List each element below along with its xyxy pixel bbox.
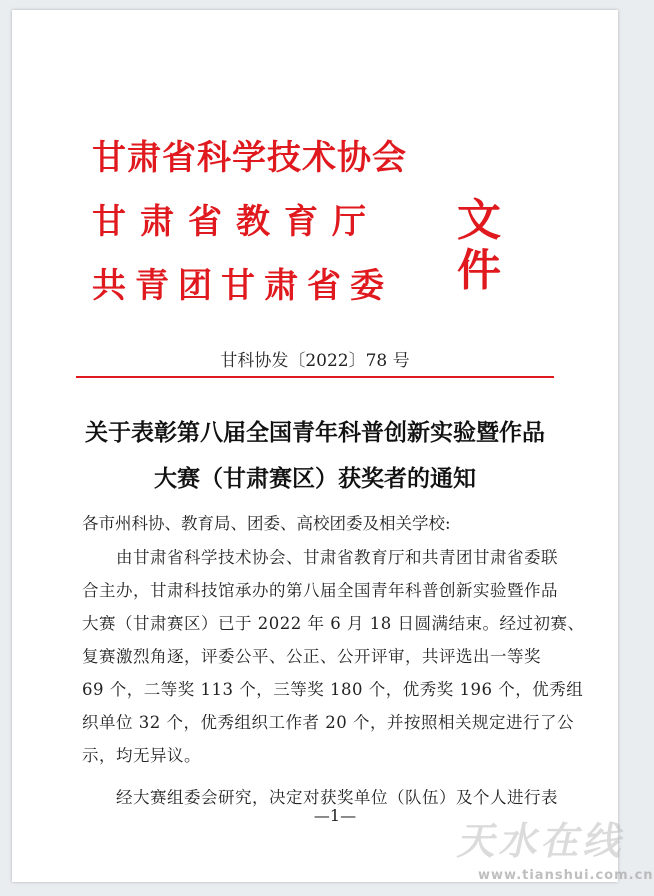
issuer-cast: 甘肃省科学技术协会 — [92, 138, 407, 178]
red-divider — [76, 376, 554, 378]
paragraph-line: 复赛激烈角逐，评委公平、公正、公开评审，共评选出一等奖 — [82, 647, 541, 666]
paragraph-line: 合主办，甘肃科技馆承办的第八届全国青年科普创新实验暨作品 — [82, 581, 558, 600]
paragraph-line: 示，均无异议。 — [82, 746, 201, 765]
paragraph-line: 由甘肃省科学技术协会、甘肃省教育厅和共青团甘肃省委联 — [116, 548, 558, 567]
notice-title-line-2: 大赛（甘肃赛区）获奖者的通知 — [154, 465, 476, 492]
paragraph-line: 大赛（甘肃赛区）已于 2022 年 6 月 18 日圆满结束。经过初赛、 — [82, 614, 585, 633]
page-number: —1— — [313, 806, 357, 825]
salutation: 各市州科协、教育局、团委、高校团委及相关学校: — [82, 514, 451, 533]
paragraph-line: 69 个，二等奖 113 个，三等奖 180 个，优秀奖 196 个，优秀组 — [82, 680, 584, 699]
notice-title-line-1: 关于表彰第八届全国青年科普创新实验暨作品 — [85, 419, 545, 446]
issuer-youth-league: 共青团甘肃省委 — [92, 266, 393, 306]
issuer-education-dept: 甘肃省教育厅 — [92, 202, 380, 242]
document-page — [12, 10, 654, 883]
document-suffix: 文件 — [457, 195, 501, 296]
watermark-text: 天水在线 — [454, 819, 632, 863]
paragraph-line: 织单位 32 个，优秀组织工作者 20 个，并按照相关规定进行了公 — [82, 713, 574, 732]
document-number: 甘科协发〔2022〕78 号 — [220, 351, 410, 371]
watermark-url: www.tianshui.com.cn — [478, 868, 654, 883]
paragraph-2-line: 经大赛组委会研究，决定对获奖单位（队伍）及个人进行表 — [116, 788, 558, 807]
site-watermark — [452, 810, 654, 896]
